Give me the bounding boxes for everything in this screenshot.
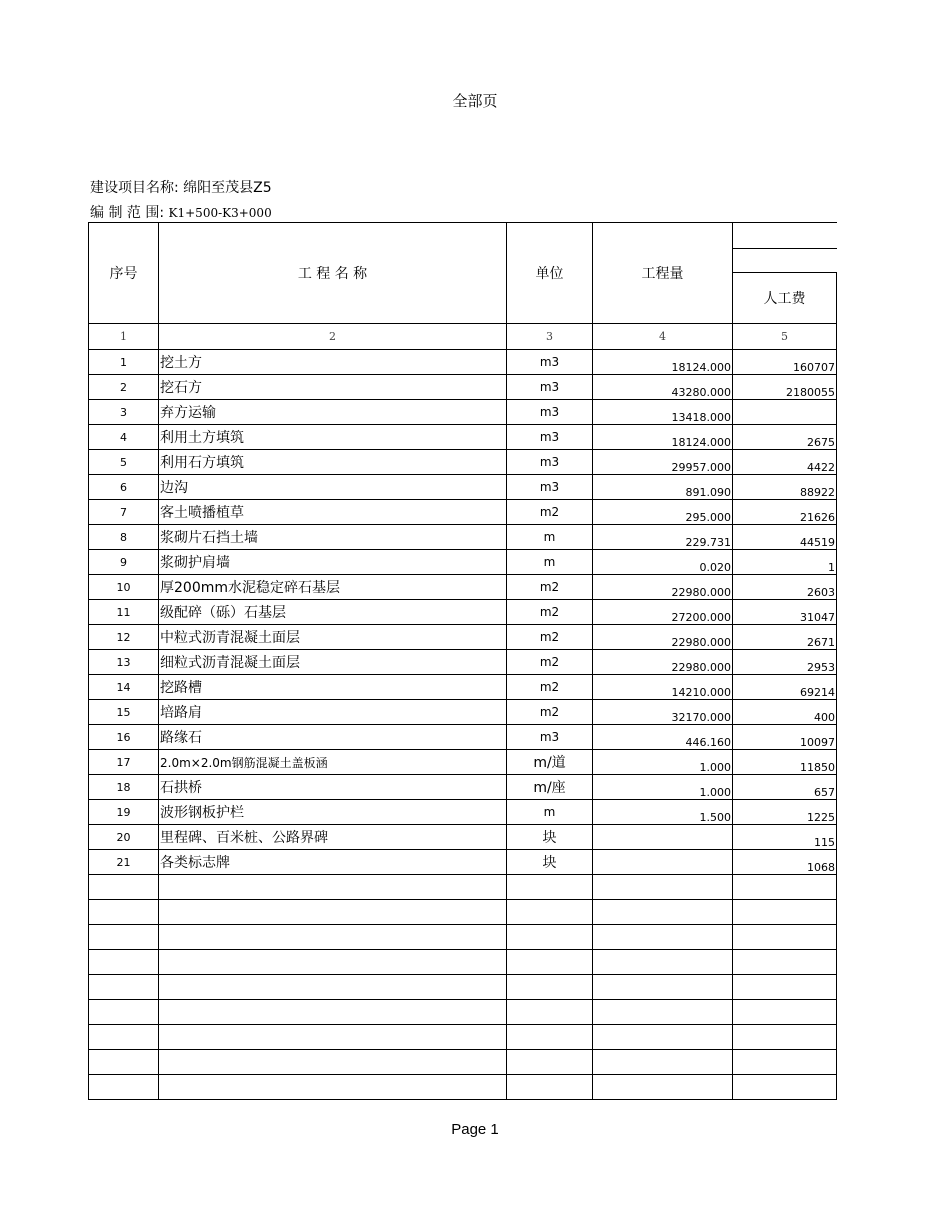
table-row [89,1050,837,1075]
col-number: 3 [507,324,593,350]
row-unit: m [507,550,593,575]
row-index [89,950,159,975]
row-name: 利用石方填筑 [159,450,507,475]
table-row [89,475,837,500]
row-unit: m2 [507,650,593,675]
row-index: 15 [89,700,159,725]
table-row [89,850,837,875]
table-row [89,775,837,800]
header-idx: 序号 [89,223,159,324]
row-name: 培路肩 [159,700,507,725]
row-name: 厚200mm水泥稳定碎石基层 [159,575,507,600]
row-labor-cost [733,950,837,975]
table-row [89,350,837,375]
row-labor-cost: 1225 [733,800,837,825]
row-quantity: 22980.000 [593,625,733,650]
row-labor-cost [733,400,837,425]
page-footer: Page 1 [451,1121,499,1138]
row-labor-cost [733,1025,837,1050]
table-row [89,575,837,600]
row-index: 1 [89,350,159,375]
row-quantity: 18124.000 [593,425,733,450]
row-labor-cost: 1068 [733,850,837,875]
table-row [89,725,837,750]
row-unit: m3 [507,425,593,450]
row-index [89,900,159,925]
table-row [89,1025,837,1050]
row-name: 弃方运输 [159,400,507,425]
row-quantity: 29957.000 [593,450,733,475]
row-quantity: 229.731 [593,525,733,550]
row-unit: m3 [507,375,593,400]
row-unit: m/座 [507,775,593,800]
row-quantity [593,975,733,1000]
row-unit: m3 [507,725,593,750]
row-name: 各类标志牌 [159,850,507,875]
row-labor-cost: 2675 [733,425,837,450]
row-name: 路缘石 [159,725,507,750]
row-unit: m2 [507,575,593,600]
row-name [159,925,507,950]
row-name: 里程碑、百米桩、公路界碑 [159,825,507,850]
row-unit [507,925,593,950]
row-index: 21 [89,850,159,875]
row-quantity [593,875,733,900]
row-unit: m3 [507,350,593,375]
row-index: 4 [89,425,159,450]
table-row [89,925,837,950]
row-index: 3 [89,400,159,425]
col-number: 5 [733,324,837,350]
table-row [89,1000,837,1025]
row-unit: m2 [507,600,593,625]
row-labor-cost [733,1050,837,1075]
row-name: 浆砌片石挡土墙 [159,525,507,550]
row-quantity [593,850,733,875]
row-labor-cost: 657 [733,775,837,800]
table-row [89,1075,837,1100]
row-labor-cost [733,900,837,925]
header-group-cell [733,223,837,249]
row-quantity [593,1050,733,1075]
row-index [89,1000,159,1025]
row-name: 客土喷播植草 [159,500,507,525]
header-unit: 单位 [507,223,593,324]
row-labor-cost: 44519 [733,525,837,550]
estimate-table [88,222,837,1100]
row-unit: m2 [507,500,593,525]
row-quantity: 0.020 [593,550,733,575]
row-name: 利用土方填筑 [159,425,507,450]
row-labor-cost: 2671 [733,625,837,650]
row-index: 2 [89,375,159,400]
project-name-label: 建设项目名称: [90,180,179,196]
row-quantity: 18124.000 [593,350,733,375]
row-labor-cost: 400 [733,700,837,725]
table-row [89,625,837,650]
table-row [89,675,837,700]
row-quantity [593,900,733,925]
table-row [89,600,837,625]
row-index: 13 [89,650,159,675]
table-row [89,750,837,775]
row-unit: m2 [507,700,593,725]
row-name: 浆砌护肩墙 [159,550,507,575]
row-unit: m [507,525,593,550]
row-labor-cost: 2603 [733,575,837,600]
row-index: 7 [89,500,159,525]
row-index: 20 [89,825,159,850]
row-name: 石拱桥 [159,775,507,800]
table-row [89,800,837,825]
row-unit: 块 [507,850,593,875]
table-body [89,223,837,350]
row-labor-cost: 10097 [733,725,837,750]
row-name [159,1050,507,1075]
row-unit: m2 [507,625,593,650]
row-labor-cost [733,975,837,1000]
row-unit [507,1050,593,1075]
row-index: 18 [89,775,159,800]
row-name [159,1025,507,1050]
row-name [159,975,507,1000]
row-quantity: 22980.000 [593,650,733,675]
row-index: 6 [89,475,159,500]
row-name: 边沟 [159,475,507,500]
table-rows [89,350,837,1100]
row-quantity: 32170.000 [593,700,733,725]
row-quantity: 43280.000 [593,375,733,400]
row-quantity [593,825,733,850]
col-number: 4 [593,324,733,350]
row-quantity [593,950,733,975]
table-row [89,950,837,975]
row-unit: m2 [507,675,593,700]
project-name-line [90,177,272,197]
scope-label: 编 制 范 围: [90,205,165,221]
row-index [89,1050,159,1075]
row-unit [507,975,593,1000]
row-name: 挖石方 [159,375,507,400]
row-quantity: 13418.000 [593,400,733,425]
row-unit: m3 [507,450,593,475]
header-name: 工 程 名 称 [159,223,507,324]
row-labor-cost: 69214 [733,675,837,700]
row-index [89,1025,159,1050]
project-name-value: 绵阳至茂县Z5 [183,180,272,196]
row-unit: 块 [507,825,593,850]
table-row [89,400,837,425]
table-row [89,450,837,475]
row-index [89,875,159,900]
row-quantity [593,1075,733,1100]
row-labor-cost: 88922 [733,475,837,500]
row-name: 级配碎（砾）石基层 [159,600,507,625]
row-name [159,950,507,975]
row-labor-cost: 1 [733,550,837,575]
row-labor-cost: 4422 [733,450,837,475]
row-index: 5 [89,450,159,475]
row-name [159,1000,507,1025]
row-labor-cost: 11850 [733,750,837,775]
scope-line [90,202,272,222]
table-row [89,900,837,925]
table-row [89,700,837,725]
row-index: 8 [89,525,159,550]
row-quantity: 1.000 [593,775,733,800]
row-unit: m/道 [507,750,593,775]
row-labor-cost [733,925,837,950]
row-unit [507,875,593,900]
page-header: 全部页 [452,92,498,110]
row-unit: m3 [507,475,593,500]
row-labor-cost: 160707 [733,350,837,375]
row-quantity [593,1025,733,1050]
row-labor-cost: 115 [733,825,837,850]
row-index [89,1075,159,1100]
row-labor-cost [733,1075,837,1100]
scope-value: K1+500-K3+000 [168,206,272,220]
table-row [89,500,837,525]
row-index: 11 [89,600,159,625]
row-index: 19 [89,800,159,825]
row-index: 12 [89,625,159,650]
row-index: 16 [89,725,159,750]
table-row [89,525,837,550]
row-unit [507,1025,593,1050]
row-name: 2.0m×2.0m钢筋混凝土盖板涵 [159,750,507,775]
row-name [159,900,507,925]
row-quantity [593,1000,733,1025]
row-name: 挖土方 [159,350,507,375]
row-unit [507,1000,593,1025]
table-row [89,550,837,575]
row-labor-cost: 2180055 [733,375,837,400]
table-row [89,650,837,675]
row-index: 17 [89,750,159,775]
row-quantity [593,925,733,950]
col-number: 2 [159,324,507,350]
row-quantity: 14210.000 [593,675,733,700]
row-index: 9 [89,550,159,575]
row-quantity: 295.000 [593,500,733,525]
row-quantity: 446.160 [593,725,733,750]
row-unit: m3 [507,400,593,425]
header-subgroup-cell [733,249,837,273]
row-index: 10 [89,575,159,600]
row-name: 中粒式沥青混凝土面层 [159,625,507,650]
row-labor-cost: 21626 [733,500,837,525]
row-name: 波形钢板护栏 [159,800,507,825]
col-number: 1 [89,324,159,350]
row-quantity: 27200.000 [593,600,733,625]
header-qty: 工程量 [593,223,733,324]
row-index: 14 [89,675,159,700]
table-row [89,975,837,1000]
header-labor: 人工费 [733,273,837,324]
table-row [89,825,837,850]
row-quantity: 891.090 [593,475,733,500]
row-labor-cost [733,875,837,900]
row-unit: m [507,800,593,825]
row-quantity: 1.000 [593,750,733,775]
row-index [89,975,159,1000]
row-unit [507,1075,593,1100]
row-name [159,1075,507,1100]
row-labor-cost: 31047 [733,600,837,625]
row-labor-cost [733,1000,837,1025]
row-unit [507,900,593,925]
row-labor-cost: 2953 [733,650,837,675]
row-name: 细粒式沥青混凝土面层 [159,650,507,675]
table-row [89,875,837,900]
row-quantity: 1.500 [593,800,733,825]
row-name [159,875,507,900]
row-name: 挖路槽 [159,675,507,700]
row-index [89,925,159,950]
row-quantity: 22980.000 [593,575,733,600]
table-row [89,425,837,450]
table-row [89,375,837,400]
row-unit [507,950,593,975]
